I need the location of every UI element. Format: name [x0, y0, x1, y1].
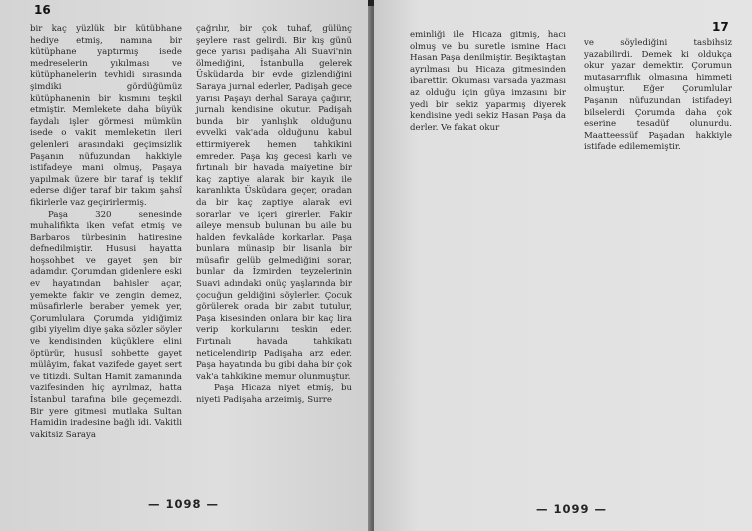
right-page-column-2 — [584, 38, 732, 154]
right-page — [374, 0, 752, 531]
right-page-footer: — 1099 — — [536, 502, 608, 516]
left-page-column-2 — [196, 24, 352, 407]
left-page — [0, 0, 372, 531]
left-page-footer: — 1098 — — [148, 497, 220, 511]
left-page-column-1 — [30, 24, 182, 441]
paragraph: ve söylediğini tasbihsiz yazabilirdi. Demek ki oldukça okur yazar demektir. Çorumun mutasarrıflık olmasına himmeti olmuştur. Eğer Çorumlular Paşanın nüfuzundan istifadeyi bilselerdi Çorumda daha çok eserine tesadüf olunurdu. Maatteessüf Paşadan hakkiyle istifade edilememiştir. — [584, 38, 732, 153]
paragraph: çağrılır, bir çok tuhaf, gülünç şeylere rast gelirdi. Bir kış günü gece yarısı padişaha Ali Suavi'nin ölmediğini, İstanbulla gelerek Üsküdarda bir evde gizlendiğini Saraya jurnal ederler, Padişah gece yarısı Paşayı derhal Saraya çağırır, jurnalı kendisine okutur. Padişah bunda bir yanlışlık olduğunu evvelki vak'ada olduğunu kabul ettirmiyerek hemen tahkikini emreder. Paşa kış gecesi karlı ve fırtınalı bir havada maiyetine bir kaç zaptiye alarak bir kayık ile karanlıkta Üsküdara geçer, oradan da bir kaç zaptiye alarak evi sorarlar ve içeri girerler. Fakir aileye mensub bulunan bu aile bu halden fevkalâde korkarlar. Paşa bunlara münasip bir lisanla bir müsafir gelüb gelmediğini sorar, bunlar da İzmirden teyzelerinin Suavi adındaki onüç yaşlarında bir çocuğun geldiğini söylerler. Çocuk görülerek orada bir zabıt tutulur, Paşa kisesinden onlara bir kaç lira verip korkularını teskin eder. Fırtınalı havada tahkikatı neticelendirip Padişaha arz eder. Paşa hayatında bu gibi daha bir çok vak'a tahkikine memur olunmuştur. — [196, 24, 352, 382]
paragraph: Paşa Hicaza niyet etmiş, bu niyeti Padişaha arzeimiş, Surre — [196, 383, 352, 405]
paragraph: Paşa 320 senesinde muhalifikta iken vefat etmiş ve Barbaros türbesinin hatiresine defnedilmiştir. Hususi hayatta hoşsohbet ve gayet şen bir adamdır. Çorumdan gidenlere eski ev hayatından bahisler açar, yemekte fakir ve zengin demez, müsafirlerle beraber yemek yer, Çorumlulara Çorumda yidiğimiz gibi yiyelim diye şaka sözler söyler ve kendisinden küçüklere elini öptürür, hususî sohbette gayet mülâyim, fakat vazifede gayet sert ve titizdi. Sultan Hamit zamanında vazifesinden hiç ayrılmaz, hatta İstanbul tarafına bile geçemezdi. Bir yere gitmesi mutlaka Sultan Hamidin iradesine bağlı idi. Vakitli vakitsiz Saraya — [30, 209, 182, 440]
right-page-number: 17 — [712, 20, 729, 34]
paragraph: bir kaç yüzlük bir kütübhane hediye etmiş, namına bir kütüphane yaptırmış isede medreselerin yıkılması ve kütüphanelerin tevhidi sırasında şimdiki gördüğümüz kütüphanenin bir kısmını teşkil etmiştir. Memlekete daha büyük faydalı işler görmesi mümkün isede o vakit memleketin ileri gelenleri arasındaki geçimsizlik Paşanın nüfuzundan hakkiyle istifadeye mani olmuş, Paşaya yapılmak üzere bir taraf iş teklif ederse diğer taraf bir takım şahsî fikirlerle vaz geçirirlermiş. — [30, 24, 182, 208]
right-page-column-1 — [410, 30, 566, 134]
left-page-number: 16 — [34, 3, 51, 17]
paragraph: eminliği ile Hicaza gitmiş, hacı olmuş ve bu suretle ismine Hacı Hasan Paşa denilmiştir. Beşiktaştan ayrılması bu Hicaza gitmesinden ibarettir. Okuması varsada yazması az olduğu için güya imzasını bir yedi bir sekiz yaparmış diyerek kendisine yedi sekiz Hasan Paşa da derler. Ve fakat okur — [410, 30, 566, 133]
